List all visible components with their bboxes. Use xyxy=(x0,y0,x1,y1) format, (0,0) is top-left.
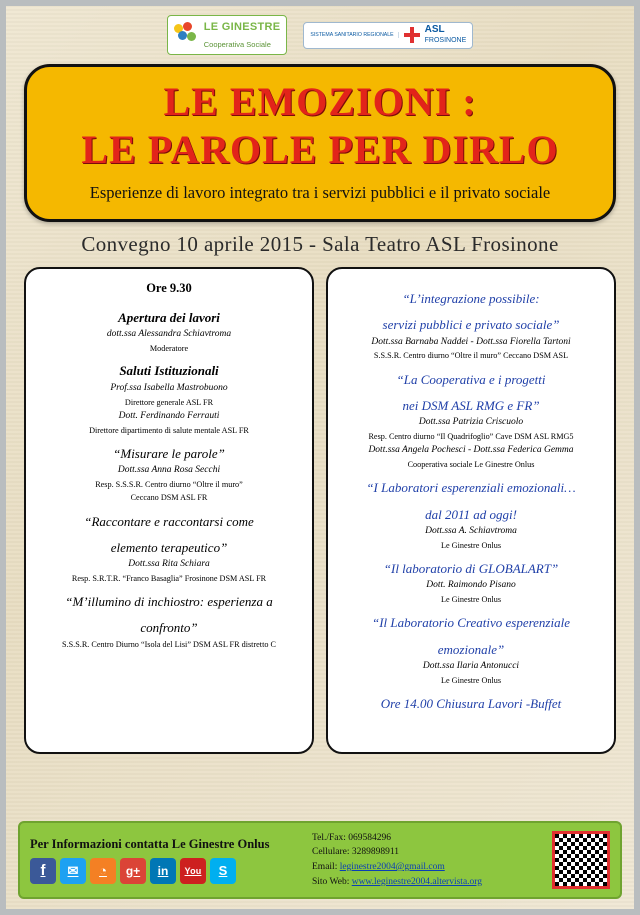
program-line: servizi pubblici e privato sociale” xyxy=(382,317,560,333)
program-line: Prof.ssa Isabella Mastrobuono xyxy=(110,382,228,393)
program-line: Dott. Raimondo Pisano xyxy=(426,580,516,591)
program-line: emozionale” xyxy=(437,641,505,657)
footer-info-title: Per Informazioni contatta Le Ginestre Onlus xyxy=(30,836,270,851)
contact-site-label: Sito Web: xyxy=(312,876,352,887)
rss-icon[interactable]: ◔ xyxy=(90,858,116,884)
contact-site-link[interactable]: www.leginestre2004.altervista.org xyxy=(351,876,483,887)
logo-ginestre-sub: Cooperativa Sociale xyxy=(203,40,271,49)
logo-ginestre-name: LE GINESTRE xyxy=(203,21,281,34)
program-line: “Il laboratorio di GLOBALART” xyxy=(383,561,559,576)
program-line: Saluti Istituzionali xyxy=(119,363,219,379)
footer-contacts xyxy=(312,831,542,890)
title-line-1: LE EMOZIONI : xyxy=(163,79,477,124)
program-line: Resp. S.R.T.R. “Franco Basaglia” Frosinone DSM ASL FR xyxy=(71,573,267,583)
google-plus-icon[interactable]: g+ xyxy=(120,858,146,884)
program-line: Dott.ssa Angela Pochesci - Dott.ssa Federica Gemma xyxy=(368,445,574,456)
program-line: Le Ginestre Onlus xyxy=(440,675,502,685)
program-line: Ore 14.00 Chiusura Lavori -Buffet xyxy=(380,696,562,711)
youtube-icon[interactable]: You xyxy=(180,858,206,884)
program-line: dott.ssa Alessandra Schiavtroma xyxy=(106,329,232,340)
linkedin-icon[interactable]: in xyxy=(150,858,176,884)
program-line: Direttore dipartimento di salute mentale ASL FR xyxy=(89,425,249,435)
program-line: Dott.ssa A. Schiavtroma xyxy=(425,525,517,536)
program-line: Ceccano DSM ASL FR xyxy=(130,493,208,503)
contact-email-link[interactable]: leginestre2004@gmail.com xyxy=(339,862,445,872)
program-line: confronto” xyxy=(140,620,198,636)
program-right-list xyxy=(338,291,604,712)
logo-asl-name: ASL xyxy=(424,23,445,35)
contact-email-row xyxy=(312,860,542,875)
contact-email-label: Email: xyxy=(312,862,340,872)
program-left-list xyxy=(36,310,302,650)
program-line: dal 2011 ad oggi! xyxy=(425,506,517,522)
program-line: S.S.S.R. Centro Diurno “Isola del Lisi” DSM ASL FR distretto C xyxy=(62,639,276,649)
program-line: Le Ginestre Onlus xyxy=(440,595,502,605)
medical-cross-icon xyxy=(404,27,420,43)
start-time: Ore 9.30 xyxy=(146,281,192,295)
program-line: “L’integrazione possibile: xyxy=(402,291,540,306)
program-line: Dott. Ferdinando Ferrauti xyxy=(118,410,220,421)
program-line: Direttore generale ASL FR xyxy=(124,397,214,407)
program-line: Dott.ssa Patrizia Criscuolo xyxy=(418,417,524,428)
program-line: elemento terapeutico” xyxy=(110,539,228,555)
contact-tel: Tel./Fax: 069584296 xyxy=(312,832,392,843)
program-line: Resp. Centro diurno “Il Quadrifoglio” Cave DSM ASL RMG5 xyxy=(368,432,574,441)
title-line-2: LE PAROLE PER DIRLO xyxy=(81,127,559,172)
program-line: Dott.ssa Barnaba Naddei - Dott.ssa Fiorella Tartoni xyxy=(371,336,571,347)
title-banner xyxy=(24,64,616,222)
program-columns xyxy=(24,267,616,754)
subtitle: Esperienze di lavoro integrato tra i servizi pubblici e il privato sociale xyxy=(89,183,551,202)
program-line: “I Laboratori esperenziali emozionali… xyxy=(366,480,576,496)
program-line: Le Ginestre Onlus xyxy=(440,540,502,550)
program-line: “Misurare le parole” xyxy=(113,445,225,461)
skype-icon[interactable]: S xyxy=(210,858,236,884)
event-line: Convegno 10 aprile 2015 - Sala Teatro ASL Frosinone xyxy=(81,232,559,256)
logo-asl-city: FROSINONE xyxy=(424,37,467,44)
social-links xyxy=(30,858,302,884)
logo-asl-frosinone xyxy=(303,22,473,49)
program-right-card xyxy=(326,267,616,754)
contact-mobile: Cellulare: 3289898911 xyxy=(312,847,399,858)
program-line: Resp. S.S.S.R. Centro diurno “Oltre il muro” xyxy=(95,480,243,489)
header-logos xyxy=(6,6,634,60)
twitter-icon[interactable]: ✉ xyxy=(60,858,86,884)
program-line: nei DSM ASL RMG e FR” xyxy=(402,397,540,413)
flowers-icon xyxy=(174,22,200,48)
footer-left xyxy=(30,837,302,884)
program-line: “La Cooperativa e i progetti xyxy=(396,371,546,387)
logo-le-ginestre xyxy=(167,15,288,55)
program-line: Dott.ssa Ilaria Antonucci xyxy=(422,660,520,671)
logo-asl-ssr: SISTEMA SANITARIO REGIONALE xyxy=(310,32,398,39)
program-line: Apertura dei lavori xyxy=(118,310,220,325)
program-line: Moderatore xyxy=(149,344,189,354)
program-line: Dott.ssa Rita Schiara xyxy=(128,559,210,569)
program-line: “M’illumino di inchiostro: esperienza a xyxy=(65,594,273,610)
facebook-icon[interactable]: f xyxy=(30,858,56,884)
qr-code-icon[interactable] xyxy=(552,831,610,889)
program-line: “Il Laboratorio Creativo esperenziale xyxy=(371,615,570,631)
program-line: Dott.ssa Anna Rosa Secchi xyxy=(117,465,221,476)
program-line: “Raccontare e raccontarsi come xyxy=(84,513,254,529)
program-line: Cooperativa sociale Le Ginestre Onlus xyxy=(407,460,535,470)
program-left-card xyxy=(24,267,314,754)
contact-site-row xyxy=(312,875,542,890)
program-line: S.S.S.R. Centro diurno “Oltre il muro” Ceccano DSM ASL xyxy=(373,351,569,361)
footer-bar xyxy=(18,821,622,899)
